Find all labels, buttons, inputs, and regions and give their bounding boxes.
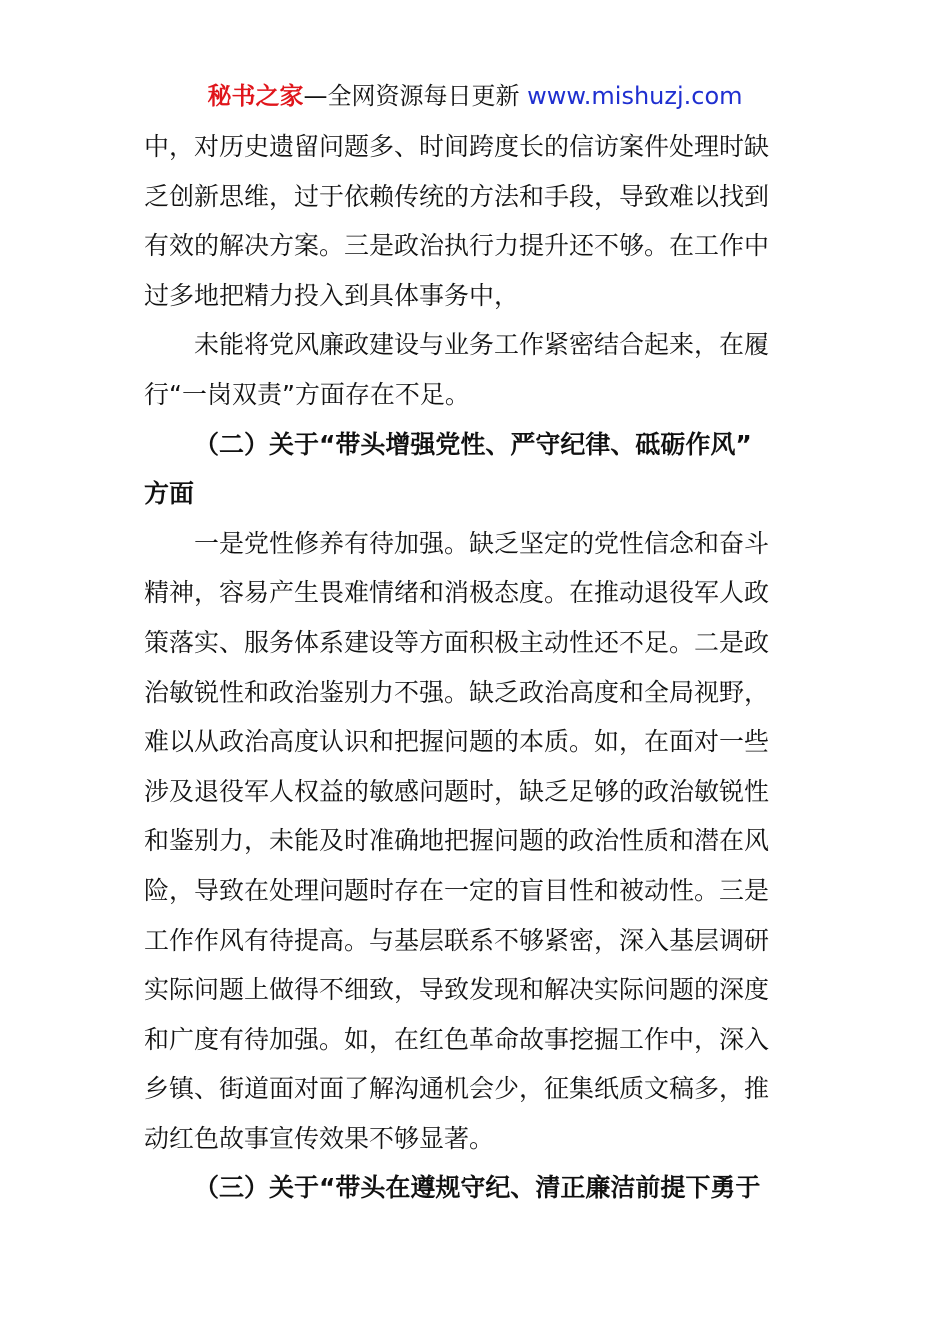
body-text-line: 险，导致在处理问题时存在一定的盲目性和被动性。三是 <box>144 875 770 905</box>
section-heading-line: （三）关于“带头在遵规守纪、清正廉洁前提下勇于 <box>194 1173 761 1203</box>
section-heading-line: （二）关于“带头增强党性、严守纪律、砥砺作风” <box>194 429 752 459</box>
site-tagline: —全网资源每日更新 <box>303 82 528 110</box>
body-text-line: 行“一岗双责”方面存在不足。 <box>144 379 470 409</box>
body-text-line: 乏创新思维，过于依赖传统的方法和手段，导致难以找到 <box>144 181 770 211</box>
body-text-line: 策落实、服务体系建设等方面积极主动性还不足。二是政 <box>144 627 770 657</box>
body-text-line: 治敏锐性和政治鉴别力不强。缺乏政治高度和全局视野， <box>144 677 770 707</box>
site-header <box>0 78 950 114</box>
body-text-line: 乡镇、街道面对面了解沟通机会少，征集纸质文稿多，推 <box>144 1074 770 1104</box>
body-text-line: 动红色故事宣传效果不够显著。 <box>144 1123 495 1153</box>
body-text-line: 工作作风有待提高。与基层联系不够紧密，深入基层调研 <box>144 925 770 955</box>
body-text-line: 一是党性修养有待加强。缺乏坚定的党性信念和奋斗 <box>194 528 770 558</box>
site-brand: 秘书之家 <box>207 82 304 110</box>
body-text-line: 有效的解决方案。三是政治执行力提升还不够。在工作中 <box>144 231 770 261</box>
body-text-line: 未能将党风廉政建设与业务工作紧密结合起来，在履 <box>194 330 770 360</box>
body-text-line: 难以从政治高度认识和把握问题的本质。如，在面对一些 <box>144 727 770 757</box>
body-text-line: 过多地把精力投入到具体事务中， <box>144 280 520 310</box>
body-text-line: 和广度有待加强。如，在红色革命故事挖掘工作中，深入 <box>144 1024 770 1054</box>
body-text-line: 精神，容易产生畏难情绪和消极态度。在推动退役军人政 <box>144 578 770 608</box>
body-text-line: 涉及退役军人权益的敏感问题时，缺乏足够的政治敏锐性 <box>144 776 770 806</box>
body-text-line: 实际问题上做得不细致，导致发现和解决实际问题的深度 <box>144 975 770 1005</box>
body-text-line: 和鉴别力，未能及时准确地把握问题的政治性质和潜在风 <box>144 826 770 856</box>
section-heading-line: 方面 <box>144 479 195 509</box>
site-url-link[interactable]: www.mishuzj.com <box>527 82 743 110</box>
body-text-line: 中，对历史遗留问题多、时间跨度长的信访案件处理时缺 <box>144 132 770 161</box>
document-body <box>144 122 808 1213</box>
